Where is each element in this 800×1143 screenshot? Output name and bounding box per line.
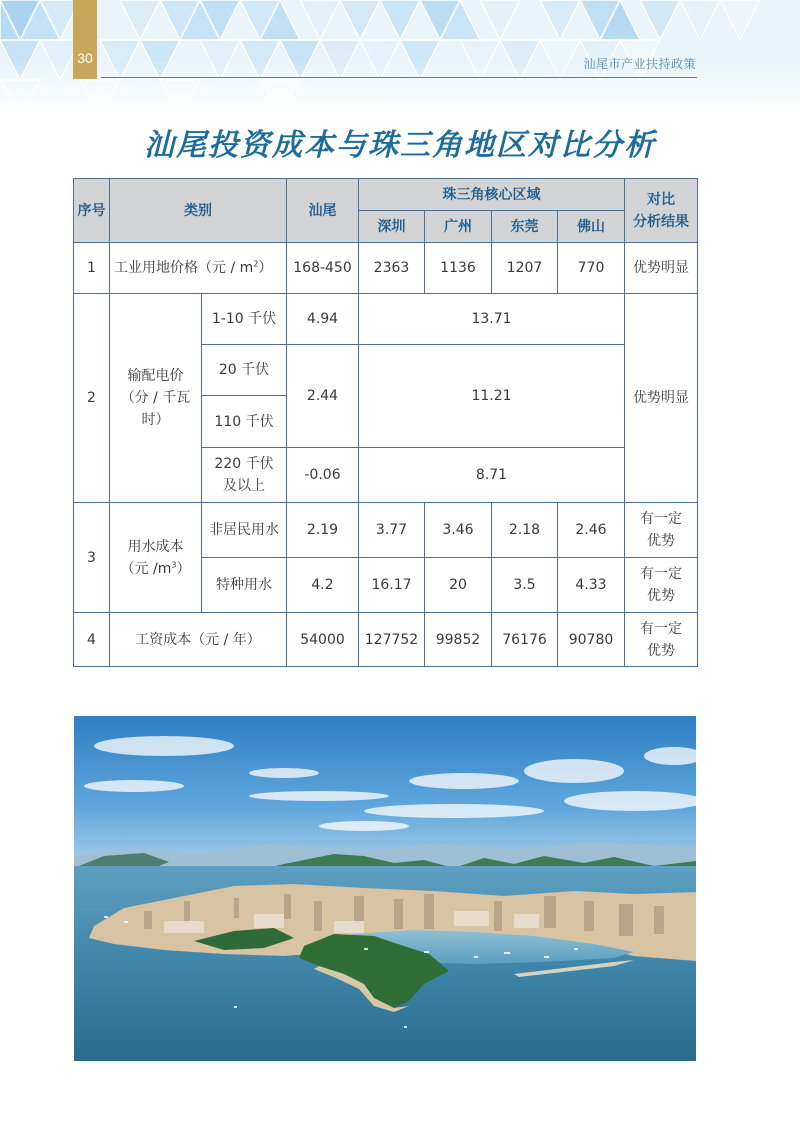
cell-result: 有一定 优势 xyxy=(625,613,698,667)
cell-result: 有一定 优势 xyxy=(625,558,698,613)
cell-guangzhou: 99852 xyxy=(425,613,492,667)
header-result-line1: 对比 xyxy=(647,191,675,208)
sub-label: 20 千伏 xyxy=(202,345,287,396)
row-index: 4 xyxy=(74,613,110,667)
cell-foshan: 2.46 xyxy=(558,503,625,558)
row-index: 1 xyxy=(74,243,110,294)
cell-guangzhou: 20 xyxy=(425,558,492,613)
cell-prd-merged: 13.71 xyxy=(359,294,625,345)
header-category: 类别 xyxy=(110,179,287,243)
header-city-guangzhou: 广州 xyxy=(425,211,492,243)
row-category: 工业用地价格（元 / $m^2$） xyxy=(110,243,287,294)
table-row xyxy=(74,243,698,294)
header-city-foshan: 佛山 xyxy=(558,211,625,243)
cell-foshan: 4.33 xyxy=(558,558,625,613)
cell-prd-merged: 8.71 xyxy=(359,448,625,503)
cell-dongguan: 2.18 xyxy=(492,503,558,558)
header-divider xyxy=(101,77,697,78)
aerial-city-bay-photo xyxy=(74,716,696,1061)
table-row xyxy=(74,613,698,667)
header-shanwei: 汕尾 xyxy=(287,179,359,243)
cell-foshan: 90780 xyxy=(558,613,625,667)
sub-label: 非居民用水 xyxy=(202,503,287,558)
cell-shanwei: 2.19 xyxy=(287,503,359,558)
header-result xyxy=(625,179,698,243)
header-city-dongguan: 东莞 xyxy=(492,211,558,243)
sub-label: 特种用水 xyxy=(202,558,287,613)
cell-prd-merged: 11.21 xyxy=(359,345,625,448)
cell-shanwei: 4.2 xyxy=(287,558,359,613)
sub-label: 110 千伏 xyxy=(202,396,287,448)
cell-shenzhen: 16.17 xyxy=(359,558,425,613)
cell-shenzhen: 2363 xyxy=(359,243,425,294)
row-index: 3 xyxy=(74,503,110,613)
table-row xyxy=(74,294,698,345)
row-index: 2 xyxy=(74,294,110,503)
cell-foshan: 770 xyxy=(558,243,625,294)
cell-dongguan: 3.5 xyxy=(492,558,558,613)
cell-shanwei: 2.44 xyxy=(287,345,359,448)
sub-label: 220 千伏 及以上 xyxy=(202,448,287,503)
table-row xyxy=(74,503,698,558)
header-city-shenzhen: 深圳 xyxy=(359,211,425,243)
cell-shenzhen: 3.77 xyxy=(359,503,425,558)
header-result-line2: 分析结果 xyxy=(633,213,689,230)
row-category: 输配电价 （分 / 千瓦 时） xyxy=(110,294,202,503)
header-prd-group: 珠三角核心区域 xyxy=(359,179,625,211)
cell-shanwei: 168-450 xyxy=(287,243,359,294)
page-number: 30 xyxy=(77,50,93,66)
cell-shanwei: 54000 xyxy=(287,613,359,667)
row-category: 用水成本 （元 $/m^3$） xyxy=(110,503,202,613)
cell-shanwei: 4.94 xyxy=(287,294,359,345)
cell-dongguan: 1207 xyxy=(492,243,558,294)
row-category: 工资成本（元 / 年） xyxy=(110,613,287,667)
cell-result: 优势明显 xyxy=(625,294,698,503)
page-number-tab xyxy=(73,0,97,79)
cell-shanwei: -0.06 xyxy=(287,448,359,503)
cell-guangzhou: 3.46 xyxy=(425,503,492,558)
cell-guangzhou: 1136 xyxy=(425,243,492,294)
cell-result: 有一定 优势 xyxy=(625,503,698,558)
page-title: 汕尾投资成本与珠三角地区对比分析 xyxy=(144,128,656,163)
cell-shenzhen: 127752 xyxy=(359,613,425,667)
cell-dongguan: 76176 xyxy=(492,613,558,667)
cost-comparison-table xyxy=(73,178,698,667)
header-index: 序号 xyxy=(74,179,110,243)
running-title: 汕尾市产业扶持政策 xyxy=(583,57,696,71)
sub-label: 1-10 千伏 xyxy=(202,294,287,345)
cell-result: 优势明显 xyxy=(625,243,698,294)
